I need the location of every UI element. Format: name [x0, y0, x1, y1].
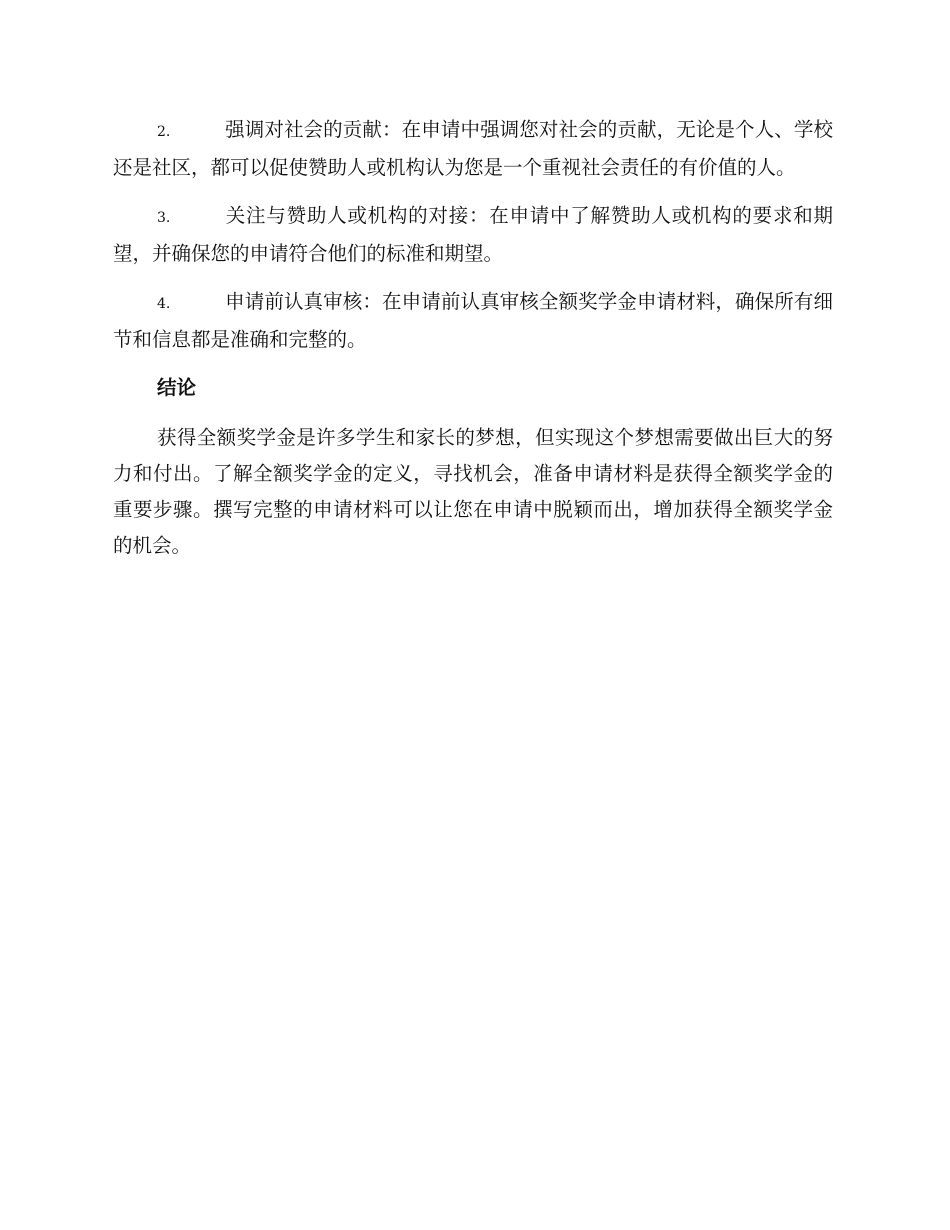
list-item-text: 关注与赞助人或机构的对接：在申请中了解赞助人或机构的要求和期望，并确保您的申请符合他们的标准和期望。 — [113, 204, 833, 265]
list-item-number: 3. — [157, 210, 171, 226]
conclusion-paragraph: 获得全额奖学金是许多学生和家长的梦想，但实现这个梦想需要做出巨大的努力和付出。了解全额奖学金的定义，寻找机会，准备申请材料是获得全额奖学金的重要步骤。撰写完整的申请材料可以让您在申请中脱颖而出，增加获得全额奖学金的机会。 — [113, 426, 833, 557]
list-item-text: 强调对社会的贡献：在申请中强调您对社会的贡献，无论是个人、学校还是社区，都可以促使赞助人或机构认为您是一个重视社会责任的有价值的人。 — [113, 118, 833, 179]
list-item — [113, 284, 833, 358]
list-item — [113, 112, 833, 186]
list-item-text: 申请前认真审核：在申请前认真审核全额奖学金申请材料，确保所有细节和信息都是准确和完整的。 — [113, 290, 833, 351]
document-content — [113, 112, 833, 564]
conclusion-heading: 结论 — [157, 376, 197, 399]
list-item-number: 2. — [157, 124, 171, 140]
list-item-number: 4. — [157, 296, 171, 312]
list-item — [113, 198, 833, 272]
